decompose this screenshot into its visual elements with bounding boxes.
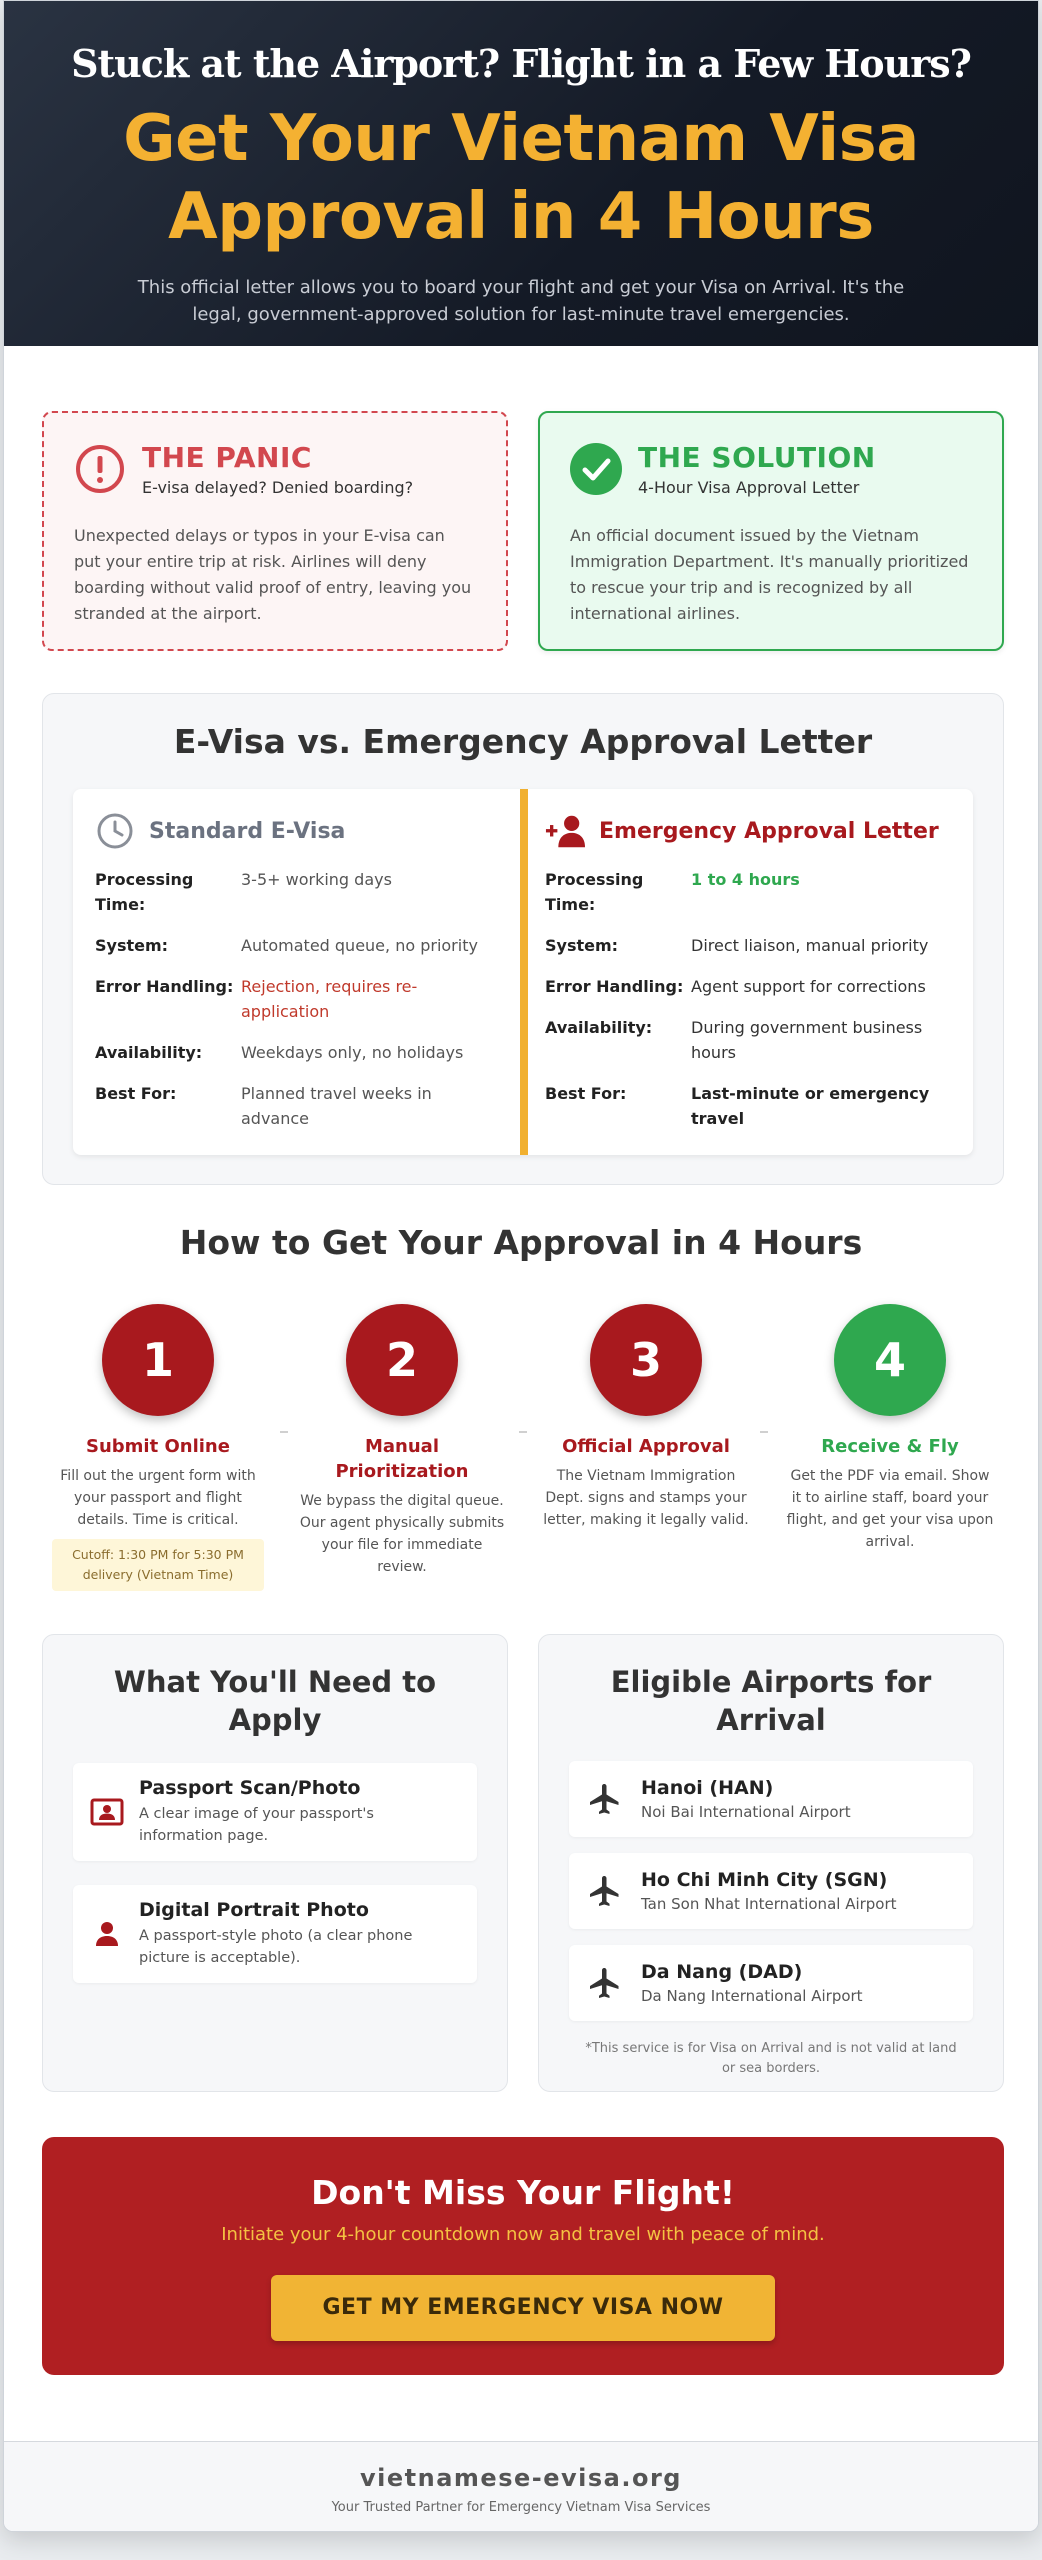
airport-name: Hanoi (HAN) <box>641 1777 774 1799</box>
comparison-row <box>95 1040 501 1065</box>
requirements-title: What You'll Need to Apply <box>113 1665 437 1737</box>
step-title: Submit Online <box>86 1436 230 1457</box>
emergency-letter-title: Emergency Approval Letter <box>599 818 939 844</box>
step-number-badge: 2 <box>346 1304 458 1416</box>
airport-full-name: Tan Son Nhat International Airport <box>641 1895 897 1913</box>
airport-full-name: Noi Bai International Airport <box>641 1803 851 1821</box>
row-value: Automated queue, no priority <box>241 936 478 955</box>
emergency-letter-column <box>523 789 973 1155</box>
step-description: We bypass the digital queue. Our agent physically submits your file for immediate review. <box>299 1493 505 1575</box>
comparison-row <box>95 867 501 917</box>
row-key: Processing Time: <box>95 870 194 914</box>
plane-icon <box>585 1965 625 2001</box>
id-card-icon <box>89 1798 125 1826</box>
step-connector <box>760 1431 768 1433</box>
step-1 <box>48 1304 268 1591</box>
person-icon <box>89 1921 125 1947</box>
panic-body: Unexpected delays or typos in your E-visa can put your entire trip at risk. Airlines will deny boarding without valid proof of entry, leaving you stranded at the airport. <box>74 526 472 623</box>
step-description: Fill out the urgent form with your passport and flight details. Time is critical. <box>60 1468 256 1528</box>
solution-card <box>538 411 1004 651</box>
row-key: Best For: <box>545 1084 627 1103</box>
comparison-row <box>545 1081 951 1131</box>
requirement-title: Passport Scan/Photo <box>139 1777 361 1799</box>
step-number-badge: 3 <box>590 1304 702 1416</box>
cta-section <box>42 2137 1004 2375</box>
row-value: During government business hours <box>691 1018 923 1062</box>
standard-evisa-column <box>73 789 523 1155</box>
row-value: Planned travel weeks in advance <box>241 1084 432 1128</box>
step-4 <box>780 1304 1000 1553</box>
comparison-row <box>95 974 501 1024</box>
requirement-item <box>73 1885 477 1983</box>
step-title: Official Approval <box>562 1436 730 1457</box>
airport-item <box>569 1945 973 2021</box>
hero-subtitle: This official letter allows you to board your flight and get your Visa on Arrival. It's the legal, government-approved solution for last-minute travel emergencies. <box>137 277 905 325</box>
steps-title: How to Get Your Approval in 4 Hours <box>179 1223 863 1262</box>
comparison-row <box>95 933 501 958</box>
row-key: System: <box>95 936 169 955</box>
comparison-table <box>73 789 973 1155</box>
solution-header <box>570 441 972 497</box>
standard-evisa-header <box>95 811 501 851</box>
cutoff-note: Cutoff: 1:30 PM for 5:30 PM delivery (Vietnam Time) <box>52 1539 264 1591</box>
step-title: Receive & Fly <box>821 1436 959 1457</box>
airports-title: Eligible Airports for Arrival <box>610 1665 932 1737</box>
plane-icon <box>585 1873 625 1909</box>
hero-kicker: Stuck at the Airport? Flight in a Few Hours? <box>71 41 971 86</box>
airport-name: Ho Chi Minh City (SGN) <box>641 1869 888 1891</box>
comparison-row <box>545 974 951 999</box>
row-value: 3-5+ working days <box>241 870 392 889</box>
row-key: Error Handling: <box>545 977 684 996</box>
row-value: 1 to 4 hours <box>691 870 800 889</box>
hero-title-line2: Approval in 4 Hours <box>168 180 874 254</box>
step-description: Get the PDF via email. Show it to airline staff, board your flight, and get your visa upon arrival. <box>786 1468 994 1550</box>
comparison-row <box>545 867 951 917</box>
solution-title: THE SOLUTION <box>638 441 876 474</box>
panic-solution-section <box>42 411 1004 651</box>
row-value: Agent support for corrections <box>691 977 926 996</box>
comparison-title: E-Visa vs. Emergency Approval Letter <box>173 722 873 761</box>
requirements-airports-section <box>42 1634 1004 2092</box>
step-number-badge: 4 <box>834 1304 946 1416</box>
get-emergency-visa-button[interactable]: GET MY EMERGENCY VISA NOW <box>271 2275 775 2341</box>
step-description: The Vietnam Immigration Dept. signs and stamps your letter, making it legally valid. <box>543 1468 749 1528</box>
standard-evisa-title: Standard E-Visa <box>149 818 346 844</box>
hero-title-line1: Get Your Vietnam Visa <box>123 102 919 176</box>
clock-icon <box>95 811 135 851</box>
row-key: Best For: <box>95 1084 177 1103</box>
step-connector <box>280 1431 288 1433</box>
panic-header <box>74 441 476 497</box>
airports-note: *This service is for Visa on Arrival and is not valid at land or sea borders. <box>585 2041 957 2076</box>
comparison-row <box>95 1081 501 1131</box>
airport-item <box>569 1761 973 1837</box>
cta-title: Don't Miss Your Flight! <box>311 2173 735 2212</box>
row-value: Weekdays only, no holidays <box>241 1043 464 1062</box>
user-plus-icon <box>545 811 585 851</box>
airport-name: Da Nang (DAD) <box>641 1961 803 1983</box>
hero-header <box>4 1 1038 346</box>
row-key: Availability: <box>95 1043 203 1062</box>
row-key: Error Handling: <box>95 977 234 996</box>
comparison-section <box>42 693 1004 1185</box>
panic-title: THE PANIC <box>142 441 312 474</box>
step-title: Manual Prioritization <box>335 1436 469 1482</box>
airport-full-name: Da Nang International Airport <box>641 1987 863 2005</box>
solution-body: An official document issued by the Vietnam Immigration Department. It's manually prioritized to rescue your trip and is recognized by all international airlines. <box>570 526 969 623</box>
airport-item <box>569 1853 973 1929</box>
page <box>3 0 1039 2532</box>
row-key: Availability: <box>545 1018 653 1037</box>
row-key: Processing Time: <box>545 870 644 914</box>
airports-panel <box>538 1634 1004 2092</box>
requirement-description: A passport-style photo (a clear phone picture is acceptable). <box>139 1928 413 1966</box>
hero-title <box>4 100 1038 256</box>
requirement-title: Digital Portrait Photo <box>139 1899 369 1921</box>
row-value: Rejection, requires re-application <box>241 977 418 1021</box>
alert-circle-icon <box>74 443 126 495</box>
emergency-letter-header <box>545 811 951 851</box>
plane-icon <box>585 1781 625 1817</box>
step-3 <box>536 1304 756 1531</box>
footer-site-name[interactable]: vietnamese-evisa.org <box>360 2464 682 2492</box>
step-number-badge: 1 <box>102 1304 214 1416</box>
step-2 <box>292 1304 512 1578</box>
step-connector <box>519 1431 527 1433</box>
requirement-description: A clear image of your passport's information page. <box>139 1806 374 1844</box>
solution-subtitle: 4-Hour Visa Approval Letter <box>638 478 860 497</box>
cta-subtitle: Initiate your 4-hour countdown now and travel with peace of mind. <box>221 2224 825 2245</box>
requirements-panel <box>42 1634 508 2092</box>
check-circle-icon <box>570 443 622 495</box>
row-key: System: <box>545 936 619 955</box>
footer-tagline: Your Trusted Partner for Emergency Vietnam Visa Services <box>331 2500 711 2515</box>
footer <box>4 2441 1038 2532</box>
row-value: Direct liaison, manual priority <box>691 936 929 955</box>
panic-subtitle: E-visa delayed? Denied boarding? <box>142 478 414 497</box>
requirement-item <box>73 1763 477 1861</box>
row-value: Last-minute or emergency travel <box>691 1084 930 1128</box>
panic-card <box>42 411 508 651</box>
comparison-row <box>545 1015 951 1065</box>
comparison-row <box>545 933 951 958</box>
